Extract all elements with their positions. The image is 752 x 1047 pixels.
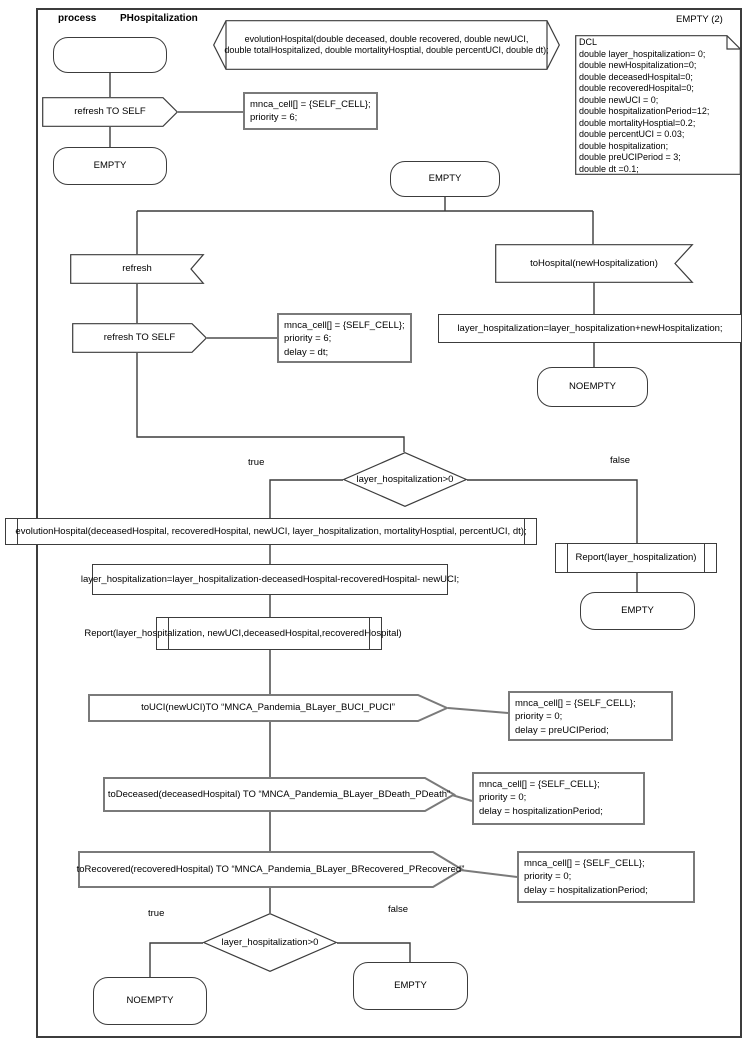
comment-mnca-hospitalizationperiod-2 (517, 851, 695, 903)
input-refresh (70, 254, 204, 284)
input-tohospital (495, 244, 693, 283)
output-torecovered-label: toRecovered(recoveredHospital) TO “MNCA_Pandemia_BLayer_BRecovered_PRecovered” (76, 863, 465, 875)
input-refresh-label: refresh (122, 263, 152, 275)
decision-1-false-label: false (610, 455, 631, 466)
task-subtract-hospitalization-text: layer_hospitalization=layer_hospitalization-deceasedHospital-recoveredHospital- newUCI; (80, 573, 460, 585)
start-state (53, 37, 167, 73)
comment-mnca-priority6-text: mnca_cell[] = {SELF_CELL}; priority = 6; (250, 99, 371, 124)
decision-1-true-label: true (248, 457, 265, 468)
decision-layer-hospitalization-2 (203, 913, 337, 972)
call-evolutionhospital-text: evolutionHospital(deceasedHospital, recoveredHospital, newUCI, layer_hospitalization, mortalityHosptial, percentUCI, dt); (15, 525, 527, 537)
comment-mnca-hospitalizationperiod-1-text: mnca_cell[] = {SELF_CELL}; priority = 0; delay = hospitalizationPeriod; (479, 779, 603, 817)
state-empty-3 (580, 592, 695, 630)
dcl-declarations: DCL double layer_hospitalization= 0; double newHospitalization=0; double deceasedHospital=0; double recoveredHospital=0; double newUCI = 0; double hospitalizationPeriod=12; double mortalityHosptial=0.2; double percentUCI = 0.03; double hospitalization; double preUCIPeriod = 3; double dt =0.1; (579, 37, 710, 175)
output-touci (88, 694, 448, 722)
state-empty-1 (53, 147, 167, 185)
comment-mnca-priority6-delay-dt (277, 313, 412, 363)
state-empty-4 (353, 962, 468, 1010)
procedure-declaration-text: evolutionHospital(double deceased, double recovered, double newUCI, double totalHospitalized, double mortalityHosptial, double percentUCI, double dt); (224, 33, 549, 55)
state-empty-4-label: EMPTY (394, 980, 427, 992)
comment-mnca-hospitalizationperiod-2-text: mnca_cell[] = {SELF_CELL}; priority = 0; delay = hospitalizationPeriod; (524, 858, 648, 896)
input-tohospital-label: toHospital(newHospitalization) (530, 257, 658, 269)
comment-mnca-preuciperiod (508, 691, 673, 741)
state-empty-1-label: EMPTY (93, 160, 127, 172)
state-empty-2-label: EMPTY (428, 173, 462, 185)
task-add-hospitalization-text: layer_hospitalization=layer_hospitalization+newHospitalization; (457, 322, 723, 334)
dcl-text-symbol (575, 35, 741, 175)
output-refresh-to-self-2 (72, 323, 207, 353)
output-refresh-to-self-1 (42, 97, 178, 127)
decision-2-true-label: true (148, 908, 165, 919)
state-noempty-1-label: NOEMPTY (569, 381, 616, 393)
state-empty-2 (390, 161, 500, 197)
output-refresh-to-self-1-label: refresh TO SELF (74, 106, 146, 118)
task-add-hospitalization (438, 314, 742, 343)
comment-mnca-preuciperiod-text: mnca_cell[] = {SELF_CELL}; priority = 0; delay = preUCIPeriod; (515, 698, 636, 736)
comment-mnca-hospitalizationperiod-1 (472, 772, 645, 825)
output-todeceased (103, 777, 455, 812)
decision-layer-hospitalization-1 (343, 452, 467, 507)
task-subtract-hospitalization (80, 564, 460, 595)
output-refresh-to-self-2-label: refresh TO SELF (103, 332, 176, 344)
state-note: EMPTY (2) (676, 14, 723, 25)
decision-2-false-label: false (388, 904, 409, 915)
output-touci-label: toUCI(newUCI)TO “MNCA_Pandemia_BLayer_BUCI_PUCI” (141, 702, 395, 714)
call-report-main (84, 617, 402, 650)
call-report-main-text: Report(layer_hospitalization, newUCI,deceasedHospital,recoveredHospital) (84, 627, 402, 639)
comment-mnca-priority6-delay-dt-text: mnca_cell[] = {SELF_CELL}; priority = 6; delay = dt; (284, 320, 405, 358)
decision-2-condition: layer_hospitalization>0 (221, 936, 319, 948)
process-kind-label: process (58, 13, 97, 24)
decision-1-condition: layer_hospitalization>0 (356, 473, 454, 485)
output-todeceased-label: toDeceased(deceasedHospital) TO “MNCA_Pandemia_BLayer_BDeath_PDeath” (107, 788, 451, 800)
state-noempty-2 (93, 977, 207, 1025)
call-report-false (555, 543, 717, 573)
process-name: PHospitalization (120, 13, 198, 24)
state-noempty-2-label: NOEMPTY (126, 995, 174, 1007)
call-evolutionhospital (5, 518, 537, 545)
state-noempty-1 (537, 367, 648, 407)
state-empty-3-label: EMPTY (621, 605, 654, 617)
procedure-declaration-shape (213, 20, 560, 70)
comment-mnca-priority6 (243, 92, 378, 130)
output-torecovered (78, 851, 463, 888)
call-report-false-text: Report(layer_hospitalization) (575, 552, 697, 564)
